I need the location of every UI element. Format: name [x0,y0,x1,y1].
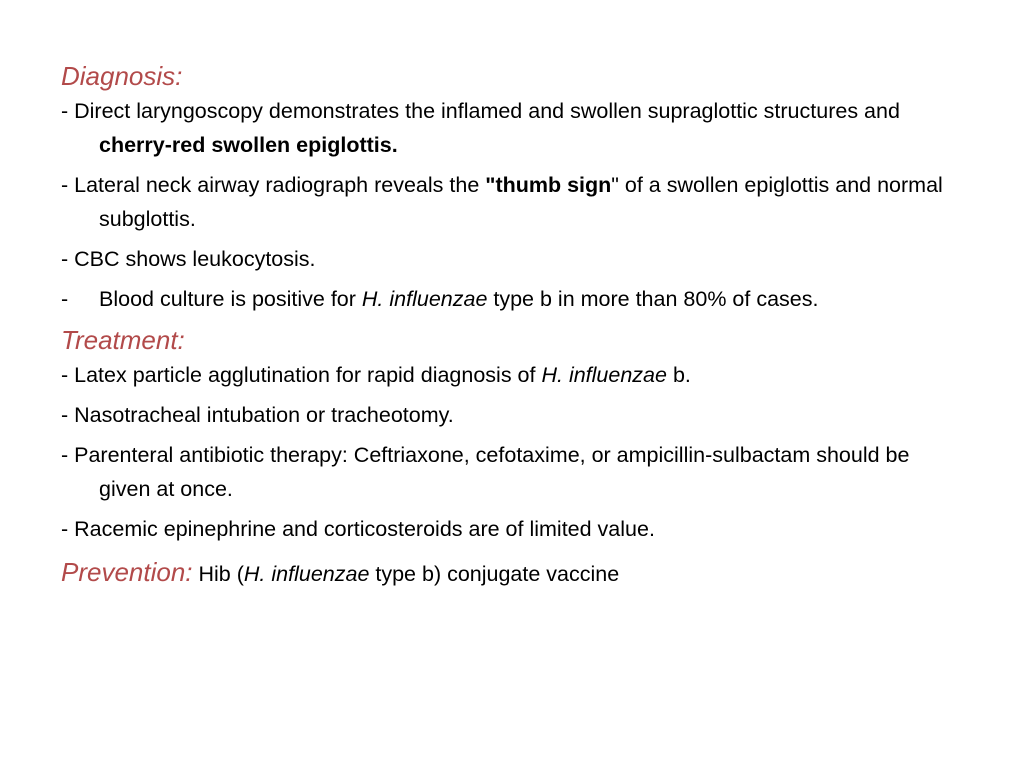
slide-content [61,58,961,614]
organism-name: H. influenzae [541,363,667,387]
diagnosis-item-cbc: - CBC shows leukocytosis. [61,247,316,271]
treatment-heading: Treatment: [61,325,185,355]
diagnosis-item-radiograph: - Lateral neck airway radiograph reveals the "thumb sign" of a swollen epiglottis and normal subglottis. [61,173,943,231]
diagnosis-item-laryngoscopy: - Direct laryngoscopy demonstrates the inflamed and swollen supraglottic structures and cherry-red swollen epiglottis. [61,99,900,157]
treatment-item-antibiotics: - Parenteral antibiotic therapy: Ceftriaxone, cefotaxime, or ampicillin-sulbactam should be given at once. [61,443,910,501]
thumb-sign-text: "thumb sign [485,173,612,197]
treatment-item-latex: - Latex particle agglutination for rapid diagnosis of H. influenzae b. [61,363,691,387]
treatment-item-intubation: - Nasotracheal intubation or tracheotomy. [61,403,454,427]
organism-name: H. influenzae [361,287,488,311]
cherry-red-epiglottis-text: cherry-red swollen epiglottis. [99,133,398,157]
treatment-item-epinephrine: - Racemic epinephrine and corticosteroids are of limited value. [61,517,655,541]
prevention-heading: Prevention: [61,557,193,587]
prevention-line: Prevention: Hib (H. influenzae type b) conjugate vaccine [61,557,620,587]
diagnosis-heading: Diagnosis: [61,61,183,91]
diagnosis-item-blood-culture: - Blood culture is positive for H. influenzae type b in more than 80% of cases. [61,282,961,316]
bullet-dash: - [61,287,69,311]
organism-name: H. influenzae [243,562,370,586]
